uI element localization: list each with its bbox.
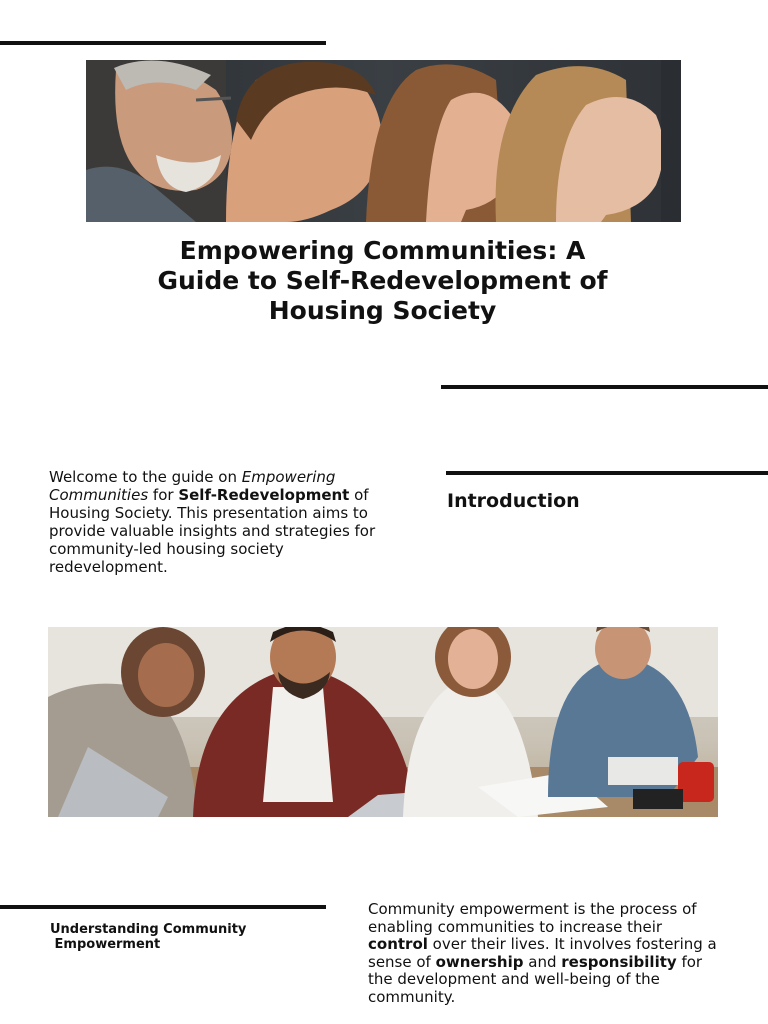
hero-photo-illustration: [86, 60, 681, 222]
intro-text-part: Welcome to the guide on: [49, 468, 242, 486]
hero-photo-four-profiles: [86, 60, 681, 222]
understanding-heading: [50, 922, 246, 952]
intro-emphasis-empowering-communities: Empowering Communities: [49, 468, 336, 504]
intro-text-part: of Housing Society. This presentation aims to provide valuable insights and strategies for community-led housing society redevelopment.: [49, 486, 376, 576]
decorative-rule-introduction: [446, 471, 768, 475]
empower-text-part: over their lives. It involves fostering a sense of: [368, 935, 717, 971]
introduction-heading: Introduction: [447, 490, 580, 512]
decorative-rule-mid-right: [441, 385, 768, 389]
intro-text-part: for: [148, 486, 179, 504]
empower-text-part: for the development and well-being of the community.: [368, 952, 703, 1006]
empower-bold-ownership: ownership: [435, 952, 524, 971]
introduction-paragraph: [49, 468, 394, 576]
group-photo-illustration: [48, 627, 718, 817]
document-title: Empowering Communities: A Guide to Self-Redevelopment of Housing Society: [157, 236, 608, 325]
intro-bold-self-redevelopment: Self-Redevelopment: [178, 486, 350, 504]
group-photo-laptop: [48, 627, 718, 817]
community-empowerment-paragraph: [368, 901, 723, 1006]
understanding-heading-line1: Understanding Community: [50, 922, 247, 937]
empower-text-part: Community empowerment is the process of enabling communities to increase their: [368, 900, 697, 936]
empower-bold-responsibility: responsibility: [561, 952, 677, 971]
decorative-rule-bottom-left: [0, 905, 326, 909]
decorative-rule-top-left: [0, 41, 326, 45]
empower-bold-control: control: [368, 935, 428, 953]
empower-text-part: and: [523, 952, 562, 971]
understanding-heading-line2: Empowerment: [50, 937, 161, 952]
